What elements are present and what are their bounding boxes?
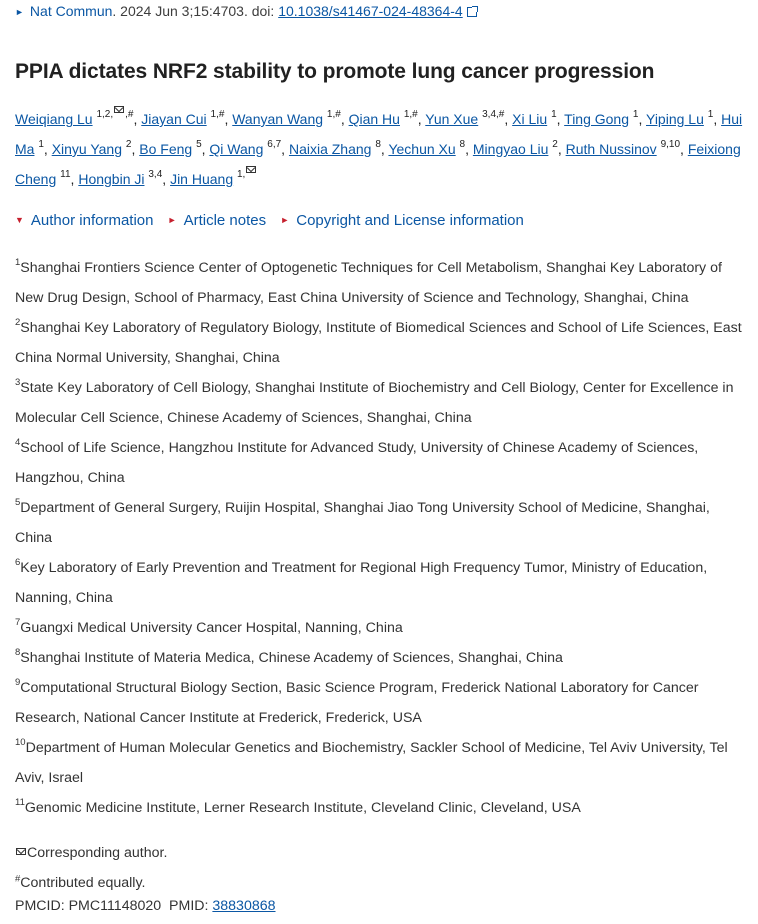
author-separator: , bbox=[70, 171, 79, 187]
doi-link[interactable]: 10.1038/s41467-024-48364-4 bbox=[278, 3, 463, 19]
citation-details: . 2024 Jun 3;15:4703. doi: bbox=[112, 3, 279, 19]
author-affiliation-sup: 3,4 bbox=[148, 169, 163, 181]
author-affiliation-sup: 3,4,# bbox=[482, 109, 505, 121]
author-separator: , bbox=[713, 111, 722, 127]
author-link[interactable]: Feixiong Cheng bbox=[15, 141, 741, 187]
author-link[interactable]: Wanyan Wang bbox=[232, 111, 324, 127]
author-separator: , bbox=[417, 111, 426, 127]
author-affiliation-sup: 1,# bbox=[403, 109, 418, 121]
author-affiliation-sup: 1 bbox=[38, 139, 44, 151]
affiliation-list bbox=[15, 253, 750, 823]
affiliation-text: Shanghai Frontiers Science Center of Optogenetic Techniques for Cell Metabolism, Shanghai Key Laboratory of New Drug Design, School of Pharmacy, East China University of Science and Technology, Shanghai, China bbox=[15, 260, 722, 306]
author-link[interactable]: Jiayan Cui bbox=[141, 111, 207, 127]
author-link[interactable]: Ruth Nussinov bbox=[565, 141, 657, 157]
affiliation-item bbox=[15, 673, 750, 733]
author-affiliation-sup: 1,2, ,# bbox=[96, 109, 133, 120]
affiliation-text: Key Laboratory of Early Prevention and Treatment for Regional High Frequency Tumor, Ministry of Education, Nanning, China bbox=[15, 560, 708, 606]
caret-down-icon: ▼ bbox=[15, 215, 24, 225]
affiliation-item bbox=[15, 553, 750, 613]
author-affiliation-sup: 11 bbox=[60, 169, 71, 181]
author-separator: , bbox=[43, 141, 52, 157]
author-affiliation-sup: 1,# bbox=[326, 109, 341, 121]
author-notes bbox=[15, 838, 167, 898]
contributed-mark: # bbox=[15, 873, 21, 885]
copyright-toggle[interactable]: ► Copyright and License information bbox=[280, 212, 524, 229]
author-link[interactable]: Hongbin Ji bbox=[78, 171, 145, 187]
author-affiliation-sup: 1 bbox=[707, 109, 714, 121]
pmcid: PMCID: PMC11148020 bbox=[15, 898, 162, 914]
pmid-link[interactable]: 38830868 bbox=[212, 898, 276, 914]
author-affiliation-sup: 6,7 bbox=[267, 139, 282, 151]
author-affiliation-sup: 9,10 bbox=[660, 139, 681, 151]
author-separator: , bbox=[281, 141, 289, 157]
author-separator: , bbox=[638, 111, 646, 127]
author-link[interactable]: Yun Xue bbox=[425, 111, 479, 127]
caret-right-icon: ► bbox=[167, 215, 177, 225]
affiliation-number: 6 bbox=[15, 557, 21, 569]
author-list bbox=[15, 104, 745, 194]
author-separator: , bbox=[556, 111, 565, 127]
author-affiliation-sup: 2 bbox=[125, 139, 132, 151]
affiliation-text: State Key Laboratory of Cell Biology, Shanghai Institute of Biochemistry and Cell Biology, Center for Excellence in Molecular Cell Science, Chinese Academy of Sciences, Shanghai, China bbox=[15, 380, 734, 426]
author-affiliation-sup: 2 bbox=[552, 139, 558, 151]
affiliation-number: 9 bbox=[15, 677, 21, 689]
author-link[interactable]: Yiping Lu bbox=[646, 111, 704, 127]
affiliation-item bbox=[15, 373, 750, 433]
article-title: PPIA dictates NRF2 stability to promote lung cancer progression bbox=[15, 60, 655, 83]
citation-line bbox=[15, 3, 477, 19]
affiliation-number: 8 bbox=[15, 647, 21, 659]
author-affiliation-sup: 1, bbox=[237, 169, 257, 180]
author-separator: , bbox=[201, 141, 210, 157]
affiliation-number: 5 bbox=[15, 497, 21, 509]
affiliation-text: Department of Human Molecular Genetics and Biochemistry, Sackler School of Medicine, Tel Aviv University, Tel Aviv, Israel bbox=[15, 740, 728, 786]
affiliation-number: 3 bbox=[15, 377, 21, 389]
affiliation-number: 4 bbox=[15, 437, 21, 449]
author-link[interactable]: Mingyao Liu bbox=[472, 141, 549, 157]
affiliation-item bbox=[15, 793, 750, 823]
author-link[interactable]: Yechun Xu bbox=[388, 141, 456, 157]
affiliation-text: Genomic Medicine Institute, Lerner Research Institute, Cleveland Clinic, Cleveland, USA bbox=[24, 800, 581, 816]
affiliation-number: 10 bbox=[15, 737, 26, 749]
affiliation-item bbox=[15, 433, 750, 493]
author-separator: , bbox=[131, 141, 140, 157]
affiliation-number: 2 bbox=[15, 317, 21, 329]
author-link[interactable]: Ting Gong bbox=[564, 111, 630, 127]
envelope-icon bbox=[16, 848, 26, 855]
expand-triangle-icon[interactable]: ► bbox=[15, 7, 24, 17]
author-affiliation-sup: 1,# bbox=[210, 109, 225, 121]
author-separator: , bbox=[680, 141, 688, 157]
external-link-icon bbox=[467, 7, 477, 17]
author-separator: , bbox=[162, 171, 171, 187]
author-link[interactable]: Xi Liu bbox=[512, 111, 548, 127]
info-toggles bbox=[15, 212, 534, 229]
author-separator: , bbox=[340, 111, 349, 127]
author-separator: , bbox=[224, 111, 233, 127]
affiliation-item bbox=[15, 313, 750, 373]
author-link[interactable]: Naixia Zhang bbox=[288, 141, 372, 157]
author-separator: , bbox=[465, 141, 473, 157]
corresponding-note: Corresponding author. bbox=[15, 838, 167, 868]
author-separator: , bbox=[504, 111, 513, 127]
affiliation-item bbox=[15, 613, 750, 643]
author-link[interactable]: Qi Wang bbox=[209, 141, 264, 157]
affiliation-number: 11 bbox=[15, 797, 25, 809]
caret-right-icon: ► bbox=[280, 215, 290, 225]
affiliation-item bbox=[15, 253, 750, 313]
affiliation-text: School of Life Science, Hangzhou Institute for Advanced Study, University of Chinese Academy of Sciences, Hangzhou, China bbox=[15, 440, 699, 486]
author-affiliation-sup: 8 bbox=[459, 139, 466, 151]
article-ids bbox=[15, 898, 276, 914]
affiliation-number: 1 bbox=[15, 257, 21, 269]
affiliation-item bbox=[15, 493, 750, 553]
author-link[interactable]: Weiqiang Lu bbox=[15, 111, 93, 127]
author-separator: , bbox=[380, 141, 389, 157]
affiliation-text: Guangxi Medical University Cancer Hospital, Nanning, China bbox=[20, 620, 403, 636]
author-affiliation-sup: 1 bbox=[632, 109, 639, 121]
envelope-icon[interactable] bbox=[246, 166, 256, 173]
author-link[interactable]: Qian Hu bbox=[348, 111, 400, 127]
author-link[interactable]: Jin Huang bbox=[170, 171, 234, 187]
author-affiliation-sup: 1 bbox=[551, 109, 557, 121]
affiliation-text: Shanghai Institute of Materia Medica, Chinese Academy of Sciences, Shanghai, China bbox=[20, 650, 563, 666]
affiliation-number: 7 bbox=[15, 617, 21, 629]
author-link[interactable]: Hui Ma bbox=[15, 111, 743, 157]
author-affiliation-sup: 5 bbox=[196, 139, 202, 151]
affiliation-text: Shanghai Key Laboratory of Regulatory Biology, Institute of Biomedical Sciences and School of Life Sciences, East China Normal University, Shanghai, China bbox=[15, 320, 742, 366]
affiliation-item bbox=[15, 733, 750, 793]
author-separator: , bbox=[133, 111, 142, 127]
author-link[interactable]: Xinyu Yang bbox=[51, 141, 123, 157]
pmid-label: PMID: bbox=[169, 898, 213, 914]
envelope-icon[interactable] bbox=[114, 106, 124, 113]
article-notes-toggle[interactable]: ► Article notes bbox=[167, 212, 267, 229]
affiliation-text: Computational Structural Biology Section, Basic Science Program, Frederick National Laboratory for Cancer Research, National Cancer Institute at Frederick, Frederick, USA bbox=[15, 680, 699, 726]
author-link[interactable]: Bo Feng bbox=[139, 141, 193, 157]
author-affiliation-sup: 8 bbox=[375, 139, 381, 151]
author-information-toggle[interactable]: ▼ Author information bbox=[15, 212, 154, 229]
contributed-note: #Contributed equally. bbox=[15, 873, 146, 891]
journal-link[interactable]: Nat Commun bbox=[29, 3, 113, 19]
affiliation-text: Department of General Surgery, Ruijin Hospital, Shanghai Jiao Tong University School of Medicine, Shanghai, China bbox=[15, 500, 710, 546]
affiliation-item bbox=[15, 643, 750, 673]
author-separator: , bbox=[557, 141, 566, 157]
